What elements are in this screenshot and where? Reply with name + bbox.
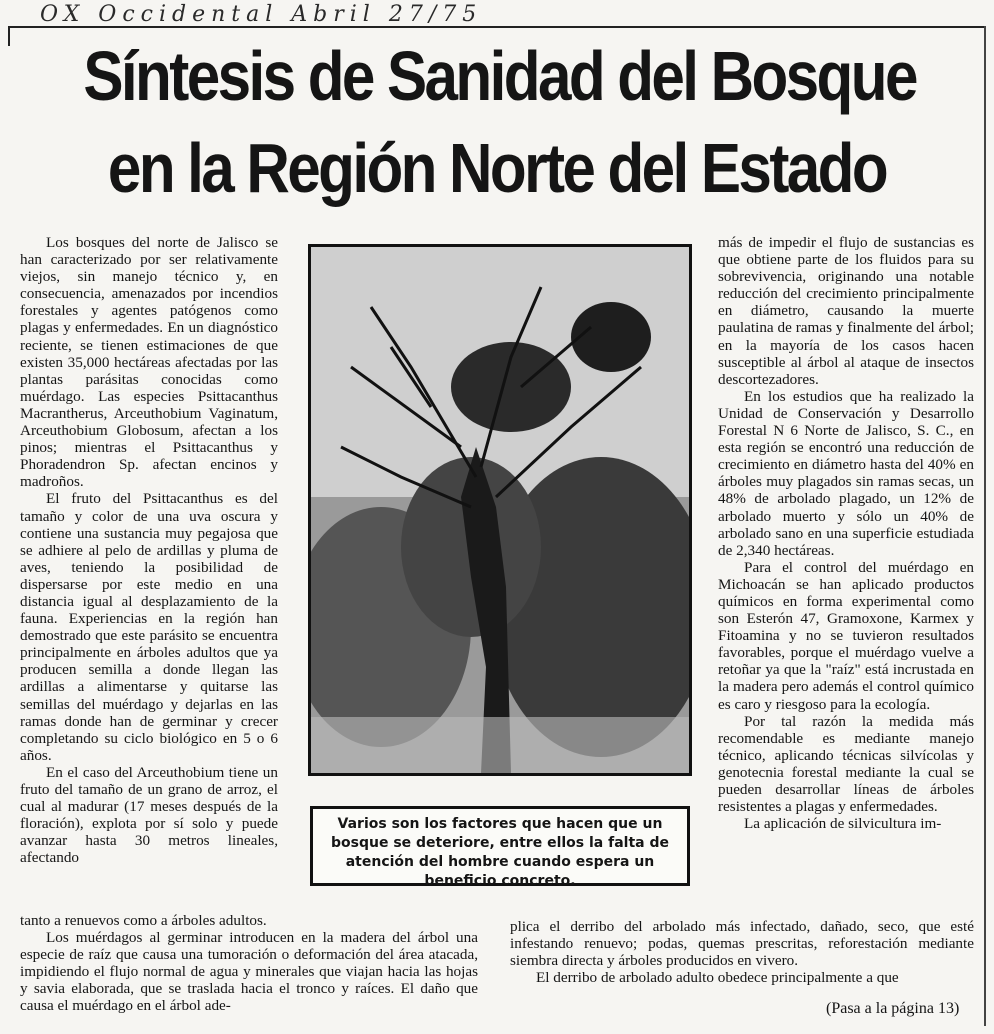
page-border-right bbox=[984, 26, 986, 1026]
paragraph: Para el control del muérdago en Michoacán se han aplicado productos químicos en forma experimental como son Esterón 47, Gramoxone, Karmex y Fitoamina y no se tuvieron resultados favorables, porque el muérdago vuelve a retoñar ya que la "raíz" está incrustada en la madera pero además el control químico es caro y riesgoso para la ecología. bbox=[718, 558, 974, 713]
headline-line-2: en la Región Norte del Estado bbox=[107, 129, 887, 207]
paragraph: Los bosques del norte de Jalisco se han caracterizado por ser relativamente viejos, sin manejo técnico y, en consecuencia, amenazados por incendios forestales y agentes patógenos como plagas y enfermedades. En un diagnóstico reciente, se tienen estimaciones de que existen 35,000 hectáreas afectadas por las plantas parásitas conocidas como muérdago. Las especies Psittacanthus Macrantherus, Arceuthobium Vaginatum, Arceuthobium Globosum, afectan a los pinos; mientras el Psittacanthus y Phoradendron Sp. afectan encinos y madroños. bbox=[20, 234, 278, 491]
paragraph: tanto a renuevos como a árboles adultos. bbox=[20, 912, 267, 929]
right-column bbox=[718, 234, 974, 832]
paragraph: El fruto del Psittacanthus es del tamaño y color de una uva oscura y contiene una sustancia muy pegajosa que se adhiere al pelo de ardillas y pluma de aves, teniendo la posibilidad de dispersarse por este medio en una distancia igual al desplazamiento de la fauna. Experiencias en la región han demostrado que este parásito se encuentra principalmente en árboles adultos que ya producen semilla a donde llegan las ardillas a alimentarse y quitarse las semillas del muérdago y dejarlas en las ramas donde han de germinar y crecer completando su ciclo biológico en 5 o 6 años. bbox=[20, 490, 278, 764]
bottom-left-text bbox=[20, 912, 478, 1015]
bottom-right-text bbox=[510, 918, 974, 986]
paragraph: plica el derribo del arbolado más infectado, dañado, seco, que esté infestando renuevo; podas, quemas prescritas, reforestación mediante siembra directa y árboles producidos en vivero. bbox=[510, 918, 974, 970]
paragraph: La aplicación de silvicultura im- bbox=[744, 815, 942, 833]
paragraph: Los muérdagos al germinar introducen en la madera del árbol una especie de raíz que causa una tumoración o deformación del área atacada, impidiendo el flujo normal de agua y minerales que viajan hacia las hojas y savia elaborada, que se traslada hacia el tronco y raíces. El daño que causa el muérdago en el árbol ade- bbox=[20, 929, 478, 1015]
left-column bbox=[20, 234, 278, 866]
paragraph: En el caso del Arceuthobium tiene un fruto del tamaño de un grano de arroz, el cual al madurar (17 meses después de la floración), explota por sí solo y puede avanzar hasta 30 metros lineales, afectando bbox=[20, 763, 278, 867]
page-border-top bbox=[8, 26, 986, 28]
tree-photo bbox=[308, 244, 692, 776]
handwritten-note: OX Occidental Abril 27/75 bbox=[40, 2, 483, 27]
headline-line-1: Síntesis de Sanidad del Bosque bbox=[83, 37, 916, 115]
page-border-left bbox=[8, 26, 10, 46]
tree-photo-image bbox=[311, 247, 689, 773]
photo-caption: Varios son los factores que hacen que un bosque se deteriore, entre ellos la falta de atención del hombre cuando espera un beneficio concreto. bbox=[310, 806, 690, 886]
continued-on-page: (Pasa a la página 13) bbox=[826, 1000, 960, 1017]
paragraph: El derribo de arbolado adulto obedece principalmente a que bbox=[536, 969, 899, 987]
paragraph: En los estudios que ha realizado la Unidad de Conservación y Desarrollo Forestal N 6 Norte de Jalisco, S. C., en esta región se encontró una reducción de crecimiento en diámetro hasta del 40% en árboles muy plagados sin ramas secas, un 48% de arbolado plagado, un 12% de arbolado muerto y sólo un 40% de arbolado sano en una superficie estudiada de 2,340 hectáreas. bbox=[718, 387, 974, 559]
paragraph: más de impedir el flujo de sustancias es que obtiene parte de los fluidos para su sobrevivencia, originando una notable reducción del crecimiento principalmente en diámetro, causando la muerte paulatina de ramas y finalmente del árbol; en la mayoría de los casos hacen susceptible al árbol al ataque de insectos descortezadores. bbox=[718, 234, 974, 388]
paragraph: Por tal razón la medida más recomendable es mediante manejo técnico, aplicando técnicas silvícolas y genotecnia forestal mediante la cual se pueden desarrollar líneas de árboles resistentes a plagas y enfermedades. bbox=[718, 712, 974, 816]
